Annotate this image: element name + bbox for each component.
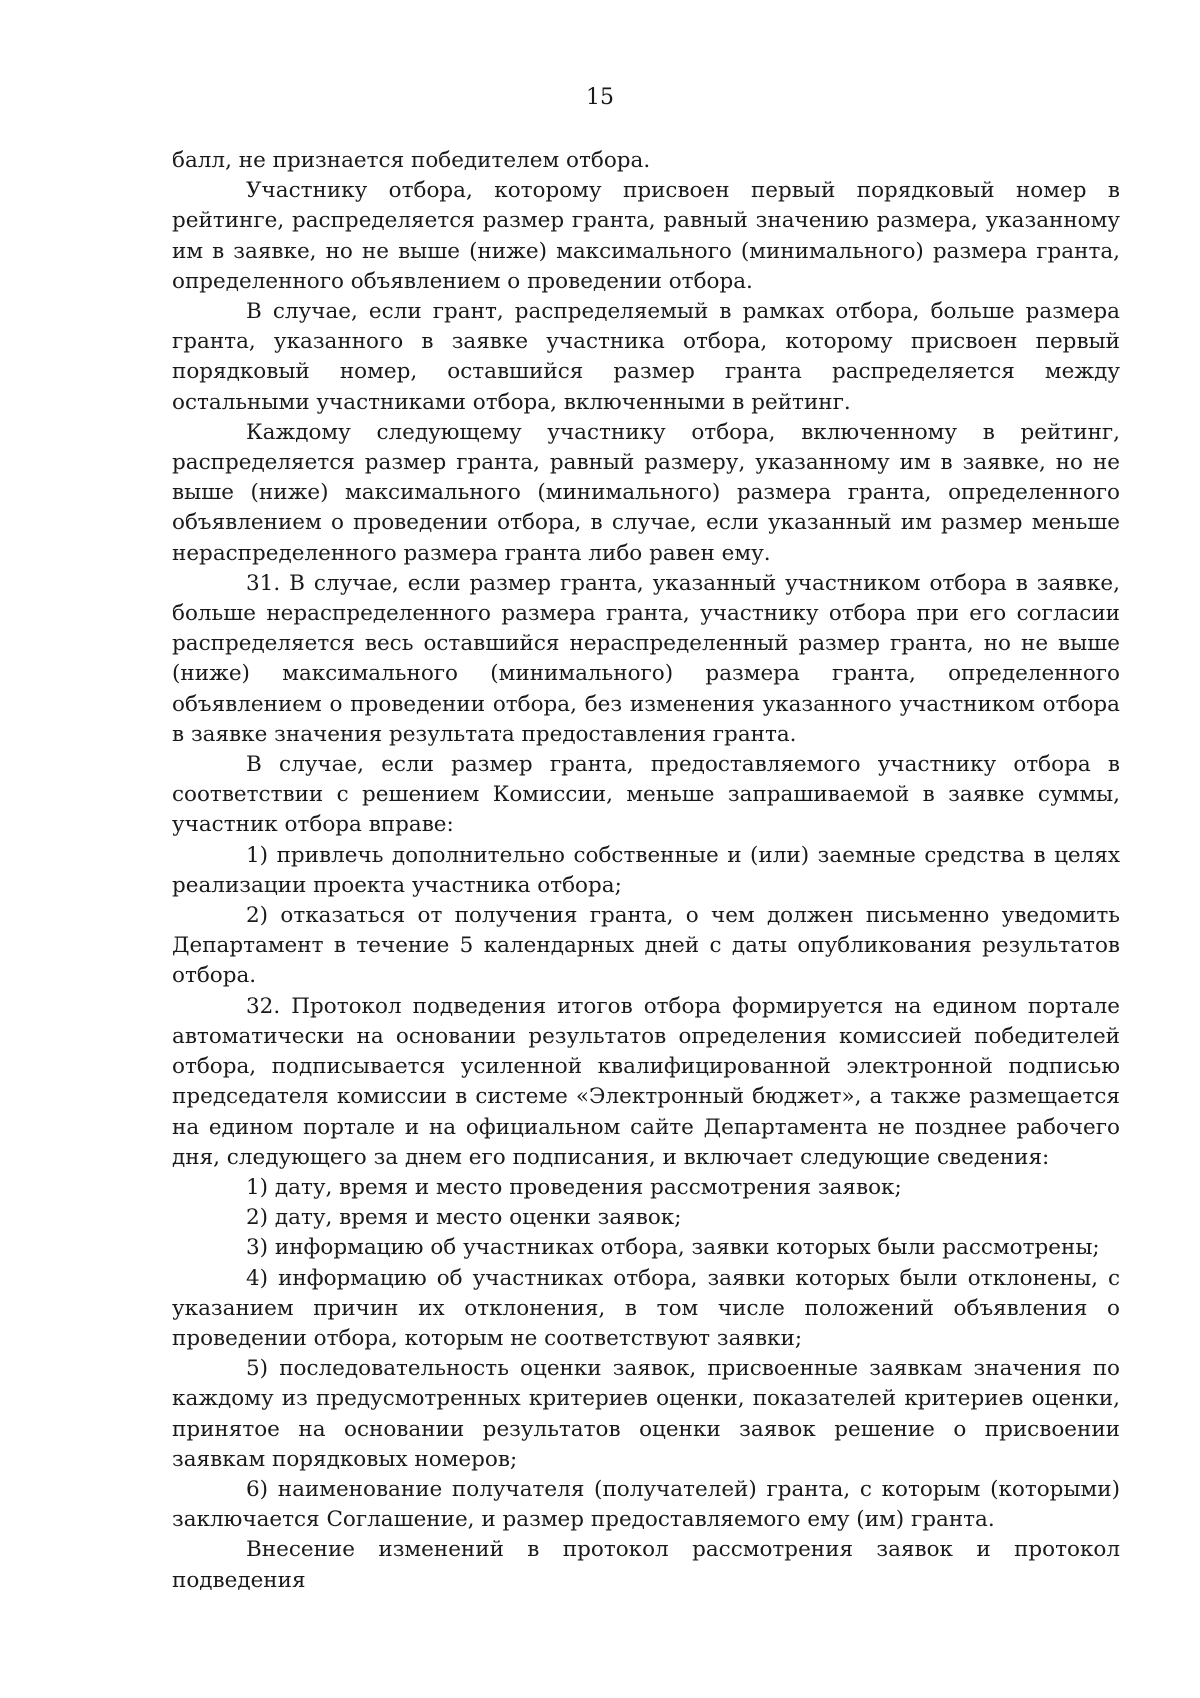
- paragraph: Каждому следующему участнику отбора, включенному в рейтинг, распределяется размер гранта, равный размеру, указанному им в заявке, но не выше (ниже) максимального (минимального) размера гранта, определенного объявлением о проведении отбора, в случае, если указанный им размер меньше нераспределенного размера гранта либо равен ему.: [172, 419, 1120, 566]
- list-item: 6) наименование получателя (получателей) гранта, с которым (которыми) заключается Соглашение, и размер предоставляемого ему (им) гранта.: [172, 1476, 1120, 1533]
- list-item: 4) информацию об участниках отбора, заявки которых были отклонены, с указанием причин их отклонения, в том числе положений объявления о проведении отбора, которым не соответствуют заявки;: [172, 1265, 1120, 1351]
- list-item: 5) последовательность оценки заявок, присвоенные заявкам значения по каждому из предусмотренных критериев оценки, показателей критериев оценки, принятое на основании результатов оценки заявок решение о присвоении заявкам порядковых номеров;: [172, 1356, 1120, 1472]
- page-number: 15: [586, 85, 614, 110]
- list-item: 3) информацию об участниках отбора, заявки которых были рассмотрены;: [246, 1235, 1100, 1261]
- paragraph-clause-32: 32. Протокол подведения итогов отбора формируется на едином портале автоматически на основании результатов определения комиссией победителей отбора, подписывается усиленной квалифицированной электронной подписью председателя комиссии в системе «Электронный бюджет», а также размещается на едином портале и на официальном сайте Департамента не позднее рабочего дня, следующего за днем его подписания, и включает следующие сведения:: [172, 993, 1120, 1170]
- list-item: 1) дату, время и место проведения рассмотрения заявок;: [246, 1174, 902, 1200]
- list-item: 2) отказаться от получения гранта, о чем должен письменно уведомить Департамент в течение 5 календарных дней с даты опубликования результатов отбора.: [172, 903, 1120, 989]
- paragraph: В случае, если грант, распределяемый в рамках отбора, больше размера гранта, указанного в заявке участника отбора, которому присвоен первый порядковый номер, оставшийся размер гранта распределяется между остальными участниками отбора, включенными в рейтинг.: [172, 299, 1120, 415]
- list-item: 1) привлечь дополнительно собственные и (или) заемные средства в целях реализации проекта участника отбора;: [172, 842, 1120, 898]
- paragraph: Внесение изменений в протокол рассмотрения заявок и протокол подведения: [172, 1537, 1120, 1593]
- paragraph: балл, не признается победителем отбора.: [172, 148, 651, 173]
- paragraph-clause-31: 31. В случае, если размер гранта, указанный участником отбора в заявке, больше нераспределенного размера гранта, участнику отбора при его согласии распределяется весь оставшийся нераспределенный размер гранта, но не выше (ниже) максимального (минимального) размера гранта, определенного объявлением о проведении отбора, без изменения указанного участником отбора в заявке значения результата предоставления гранта.: [172, 570, 1120, 747]
- document-body: [172, 146, 1120, 1596]
- paragraph: В случае, если размер гранта, предоставляемого участнику отбора в соответствии с решением Комиссии, меньше запрашиваемой в заявке суммы, участник отбора вправе:: [172, 752, 1120, 838]
- paragraph: Участнику отбора, которому присвоен первый порядковый номер в рейтинге, распределяется размер гранта, равный значению размера, указанному им в заявке, но не выше (ниже) максимального (минимального) размера гранта, определенного объявлением о проведении отбора.: [172, 178, 1120, 294]
- list-item: 2) дату, время и место оценки заявок;: [246, 1205, 682, 1231]
